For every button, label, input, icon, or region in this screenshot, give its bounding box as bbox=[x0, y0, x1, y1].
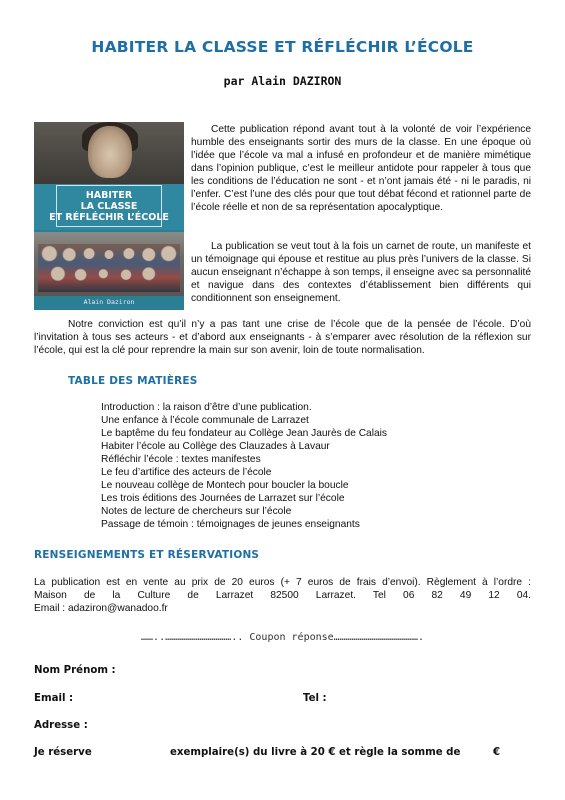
coupon-separator: ……..…………………………….. Coupon réponse……………………………………. bbox=[141, 632, 424, 643]
intro-paragraph-1: Cette publication répond avant tout à la volonté de voir l’expérience humble des enseignants sortir des murs de la classe. En une époque où l’idée que l’école va mal a infusé en profondeur et de manière mimétique dans l’opinion publique, c’est le meilleur antidote pour rappeler à tous que les conditions de l’éducation ne sont - et n’ont jamais été - ni le paradis, ni l’enfer. C’est l’une des clés pour que tout débat fécond et rationnel parte de l’école réelle et non de sa représentation apocalyptique. bbox=[191, 124, 531, 213]
form-label-euro: € bbox=[493, 747, 501, 758]
toc-item: Passage de témoin : témoignages de jeunes enseignants bbox=[101, 519, 360, 530]
toc-item: Le nouveau collège de Montech pour boucler la boucle bbox=[101, 480, 349, 491]
cover-author: Alain Daziron bbox=[83, 298, 135, 306]
author-line: par Alain DAZIRON bbox=[223, 74, 342, 88]
form-label-name: Nom Prénom : bbox=[34, 665, 116, 676]
table-of-contents bbox=[101, 401, 521, 531]
toc-item: Le feu d’artifice des acteurs de l’école bbox=[101, 467, 272, 478]
cover-title-line-2: LA CLASSE bbox=[80, 201, 138, 212]
toc-item: Les trois éditions des Journées de Larrazet sur l’école bbox=[101, 493, 345, 504]
cover-portrait-face bbox=[88, 126, 132, 178]
form-label-copies: exemplaire(s) du livre à 20 € et règle la somme de bbox=[170, 747, 461, 758]
info-heading: RENSEIGNEMENTS ET RÉSERVATIONS bbox=[34, 549, 260, 561]
intro-paragraph-3: Notre conviction est qu’il n’y a pas tant une crise de l’école que de la pensée de l’école. D’où l’invitation à tous ses acteurs - et d’abord aux enseignants - à s’emparer avec résolution de la réflexion sur l’école, qui est la clé pour reprendre la main sur son avenir, loin de toute normalisation. bbox=[34, 319, 531, 356]
toc-heading: TABLE DES MATIÈRES bbox=[68, 375, 198, 387]
toc-item: Une enfance à l’école communale de Larrazet bbox=[101, 415, 309, 426]
page-title: HABITER LA CLASSE ET RÉFLÉCHIR L’ÉCOLE bbox=[91, 38, 474, 56]
info-line-price: La publication est en vente au prix de 20 euros (+ 7 euros de frais d’envoi). Règlement à l’ordre : bbox=[34, 577, 531, 588]
book-cover bbox=[34, 122, 184, 310]
form-label-reserve: Je réserve bbox=[34, 747, 92, 758]
info-block bbox=[34, 576, 531, 615]
toc-item: Le baptême du feu fondateur au Collège Jean Jaurès de Calais bbox=[101, 428, 388, 439]
toc-item: Introduction : la raison d’être d’une publication. bbox=[101, 402, 312, 413]
toc-item: Habiter l’école au Collège des Clauzades à Lavaur bbox=[101, 441, 330, 452]
intro-paragraph-2: La publication se veut tout à la fois un carnet de route, un manifeste et un témoignage qui épouse et restitue au plus près l’univers de la classe. Si aucun enseignant n’échappe à son temps, il enseigne avec sa personnalité et navigue dans des contextes d’établissement bien différents qui conditionnent son enseignement. bbox=[191, 241, 531, 304]
toc-item: Notes de lecture de chercheurs sur l’école bbox=[101, 506, 292, 517]
cover-class-photo-pupils bbox=[38, 244, 180, 292]
toc-item: Réfléchir l’école : textes manifestes bbox=[101, 454, 261, 465]
form-label-email: Email : bbox=[34, 693, 74, 704]
info-line-email: Email : adaziron@wanadoo.fr bbox=[34, 603, 168, 614]
cover-title-line-1: HABITER bbox=[85, 190, 133, 201]
form-label-tel: Tel : bbox=[303, 693, 327, 704]
info-line-address: Maison de la Culture de Larrazet 82500 Larrazet. Tel 06 82 49 12 04. bbox=[34, 590, 531, 601]
cover-title-line-3: ET RÉFLÉCHIR L’ÉCOLE bbox=[49, 212, 169, 223]
form-label-address: Adresse : bbox=[34, 720, 88, 731]
